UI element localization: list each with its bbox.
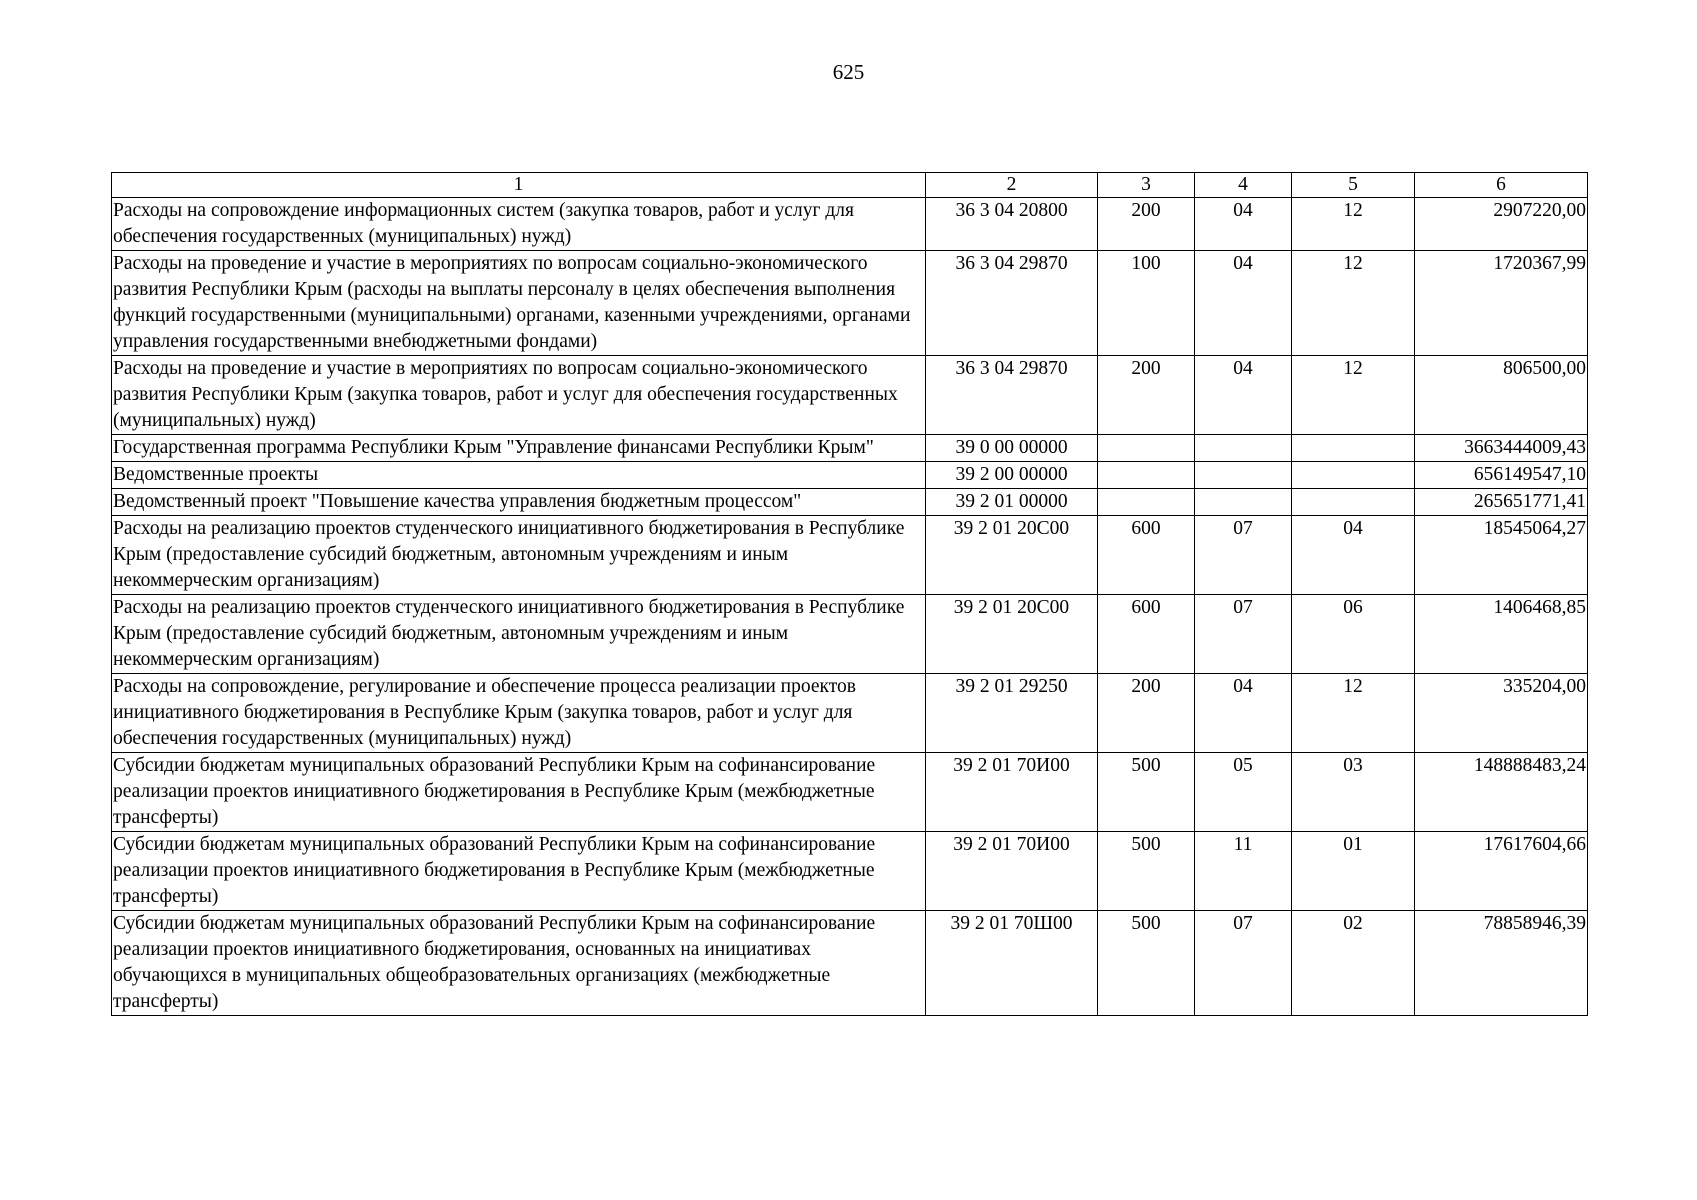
expense-type: 200 bbox=[1098, 198, 1195, 251]
target-code: 36 3 04 29870 bbox=[926, 356, 1098, 435]
col-header-5: 5 bbox=[1292, 173, 1415, 198]
table-row bbox=[112, 489, 1588, 516]
section: 04 bbox=[1195, 198, 1292, 251]
amount: 656149547,10 bbox=[1415, 462, 1588, 489]
expense-type: 600 bbox=[1098, 516, 1195, 595]
expense-type: 500 bbox=[1098, 911, 1195, 1016]
table-row bbox=[112, 356, 1588, 435]
expense-name: Расходы на сопровождение, регулирование и обеспечение процесса реализации проектов инициативного бюджетирования в Республике Крым (закупка товаров, работ и услуг для обеспечения государственных (муниципальных) нужд) bbox=[112, 674, 926, 753]
expense-name: Ведомственный проект "Повышение качества управления бюджетным процессом" bbox=[112, 489, 926, 516]
subsection: 12 bbox=[1292, 674, 1415, 753]
subsection bbox=[1292, 435, 1415, 462]
table-row bbox=[112, 753, 1588, 832]
table-row bbox=[112, 251, 1588, 356]
subsection: 03 bbox=[1292, 753, 1415, 832]
expense-name: Расходы на проведение и участие в мероприятиях по вопросам социально-экономического развития Республики Крым (расходы на выплаты персоналу в целях обеспечения выполнения функций государственными (муниципальными) органами, казенными учреждениями, органами управления государственными внебюджетными фондами) bbox=[112, 251, 926, 356]
table-row bbox=[112, 911, 1588, 1016]
budget-table bbox=[111, 172, 1588, 1016]
target-code: 39 2 01 20С00 bbox=[926, 516, 1098, 595]
amount: 335204,00 bbox=[1415, 674, 1588, 753]
expense-type bbox=[1098, 435, 1195, 462]
subsection: 12 bbox=[1292, 251, 1415, 356]
section: 04 bbox=[1195, 674, 1292, 753]
subsection: 01 bbox=[1292, 832, 1415, 911]
amount: 806500,00 bbox=[1415, 356, 1588, 435]
header-row bbox=[112, 173, 1588, 198]
target-code: 39 2 01 20С00 bbox=[926, 595, 1098, 674]
expense-type: 500 bbox=[1098, 832, 1195, 911]
page-number: 625 bbox=[832, 60, 865, 84]
table-row bbox=[112, 198, 1588, 251]
expense-name: Расходы на реализацию проектов студенческого инициативного бюджетирования в Республике Крым (предоставление субсидий бюджетным, автономным учреждениям и иным некоммерческим организациям) bbox=[112, 516, 926, 595]
expense-name: Расходы на проведение и участие в мероприятиях по вопросам социально-экономического развития Республики Крым (закупка товаров, работ и услуг для обеспечения государственных (муниципальных) нужд) bbox=[112, 356, 926, 435]
table-row bbox=[112, 462, 1588, 489]
expense-name: Расходы на реализацию проектов студенческого инициативного бюджетирования в Республике Крым (предоставление субсидий бюджетным, автономным учреждениям и иным некоммерческим организациям) bbox=[112, 595, 926, 674]
expense-name: Ведомственные проекты bbox=[112, 462, 926, 489]
amount: 18545064,27 bbox=[1415, 516, 1588, 595]
table-row bbox=[112, 832, 1588, 911]
expense-name: Субсидии бюджетам муниципальных образований Республики Крым на софинансирование реализации проектов инициативного бюджетирования в Республике Крым (межбюджетные трансферты) bbox=[112, 753, 926, 832]
subsection: 12 bbox=[1292, 356, 1415, 435]
section: 04 bbox=[1195, 251, 1292, 356]
section: 05 bbox=[1195, 753, 1292, 832]
target-code: 39 2 01 70И00 bbox=[926, 832, 1098, 911]
section: 11 bbox=[1195, 832, 1292, 911]
col-header-3: 3 bbox=[1098, 173, 1195, 198]
target-code: 39 2 01 70Ш00 bbox=[926, 911, 1098, 1016]
amount: 148888483,24 bbox=[1415, 753, 1588, 832]
section bbox=[1195, 489, 1292, 516]
col-header-6: 6 bbox=[1415, 173, 1588, 198]
target-code: 39 2 01 00000 bbox=[926, 489, 1098, 516]
subsection: 02 bbox=[1292, 911, 1415, 1016]
target-code: 36 3 04 29870 bbox=[926, 251, 1098, 356]
section bbox=[1195, 462, 1292, 489]
amount: 265651771,41 bbox=[1415, 489, 1588, 516]
table-row bbox=[112, 435, 1588, 462]
expense-type: 600 bbox=[1098, 595, 1195, 674]
expense-type: 200 bbox=[1098, 674, 1195, 753]
expense-name: Субсидии бюджетам муниципальных образований Республики Крым на софинансирование реализации проектов инициативного бюджетирования в Республике Крым (межбюджетные трансферты) bbox=[112, 832, 926, 911]
col-header-4: 4 bbox=[1195, 173, 1292, 198]
section: 07 bbox=[1195, 595, 1292, 674]
amount: 1406468,85 bbox=[1415, 595, 1588, 674]
expense-type: 500 bbox=[1098, 753, 1195, 832]
amount: 2907220,00 bbox=[1415, 198, 1588, 251]
amount: 17617604,66 bbox=[1415, 832, 1588, 911]
target-code: 39 2 00 00000 bbox=[926, 462, 1098, 489]
section: 07 bbox=[1195, 911, 1292, 1016]
expense-name: Субсидии бюджетам муниципальных образований Республики Крым на софинансирование реализации проектов инициативного бюджетирования, основанных на инициативах обучающихся в муниципальных общеобразовательных организациях (межбюджетные трансферты) bbox=[112, 911, 926, 1016]
table-row bbox=[112, 595, 1588, 674]
subsection bbox=[1292, 462, 1415, 489]
subsection: 06 bbox=[1292, 595, 1415, 674]
target-code: 36 3 04 20800 bbox=[926, 198, 1098, 251]
subsection: 04 bbox=[1292, 516, 1415, 595]
table-row bbox=[112, 516, 1588, 595]
target-code: 39 2 01 70И00 bbox=[926, 753, 1098, 832]
expense-type bbox=[1098, 489, 1195, 516]
col-header-1: 1 bbox=[112, 173, 926, 198]
table-row bbox=[112, 674, 1588, 753]
subsection bbox=[1292, 489, 1415, 516]
expense-name: Расходы на сопровождение информационных систем (закупка товаров, работ и услуг для обеспечения государственных (муниципальных) нужд) bbox=[112, 198, 926, 251]
amount: 3663444009,43 bbox=[1415, 435, 1588, 462]
amount: 78858946,39 bbox=[1415, 911, 1588, 1016]
target-code: 39 2 01 29250 bbox=[926, 674, 1098, 753]
section: 07 bbox=[1195, 516, 1292, 595]
expense-type bbox=[1098, 462, 1195, 489]
expense-type: 100 bbox=[1098, 251, 1195, 356]
expense-name: Государственная программа Республики Крым "Управление финансами Республики Крым" bbox=[112, 435, 926, 462]
amount: 1720367,99 bbox=[1415, 251, 1588, 356]
section: 04 bbox=[1195, 356, 1292, 435]
section bbox=[1195, 435, 1292, 462]
col-header-2: 2 bbox=[926, 173, 1098, 198]
subsection: 12 bbox=[1292, 198, 1415, 251]
target-code: 39 0 00 00000 bbox=[926, 435, 1098, 462]
expense-type: 200 bbox=[1098, 356, 1195, 435]
